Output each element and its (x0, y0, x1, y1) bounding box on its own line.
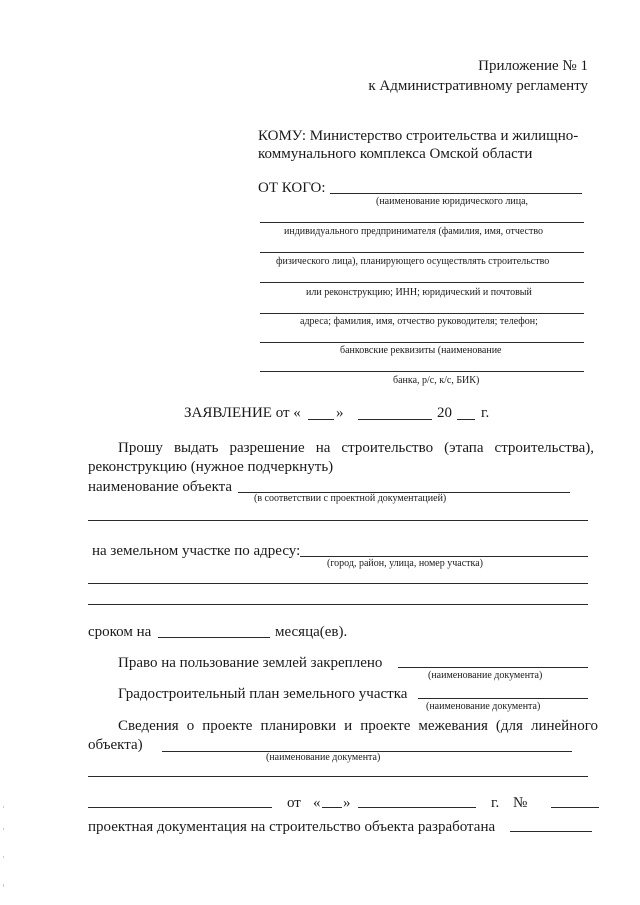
land-right-field[interactable] (398, 667, 588, 668)
month-field[interactable] (358, 807, 476, 808)
land-plot-field-line[interactable] (88, 604, 588, 605)
sender-field-line[interactable] (260, 252, 584, 253)
term-field[interactable] (158, 637, 270, 638)
statement-day-field[interactable] (308, 419, 334, 420)
term-unit: месяца(ев). (275, 624, 348, 640)
sender-hint-1: (наименование юридического лица, (376, 196, 529, 207)
sender-field-line[interactable] (260, 222, 584, 223)
planning-hint: (наименование документа) (266, 752, 381, 763)
sender-field-line[interactable] (260, 313, 584, 314)
land-plot-label: на земельном участке по адресу: (92, 543, 301, 559)
object-name-field-line[interactable] (88, 520, 588, 521)
design-docs-field[interactable] (510, 831, 592, 832)
scan-speck (3, 828, 4, 830)
land-right-hint: (наименование документа) (428, 670, 543, 681)
sender-field-line[interactable] (330, 193, 582, 194)
from-label: от (287, 795, 301, 811)
urban-plan-hint: (наименование документа) (426, 701, 541, 712)
scan-speck (3, 884, 4, 887)
scan-speck (3, 856, 4, 858)
scan-speck (3, 806, 4, 808)
recipient-line-2: коммунального комплекса Омской области (258, 146, 533, 162)
object-name-hint: (в соответствии с проектной документацией) (254, 493, 447, 504)
year-mark: г. (491, 795, 500, 811)
sender-hint-3: физического лица), планирующего осуществлять строительство (276, 256, 550, 267)
term-label: сроком на (88, 624, 152, 640)
recipient-line-1: КОМУ: Министерство строительства и жилищно- (258, 128, 579, 144)
sender-field-line[interactable] (260, 282, 584, 283)
design-docs-label: проектная документация на строительство объекта разработана (88, 819, 496, 835)
planning-field-line[interactable] (88, 776, 588, 777)
land-plot-field[interactable] (300, 556, 588, 557)
statement-year-field[interactable] (457, 419, 475, 420)
sender-field-line[interactable] (260, 342, 584, 343)
sender-hint-4: или реконструкцию; ИНН; юридический и почтовый (306, 287, 532, 298)
object-name-label: наименование объекта (88, 479, 233, 495)
sender-hint-6: банковские реквизиты (наименование (340, 345, 502, 356)
appendix-regulation: к Административному регламенту (368, 78, 588, 94)
document-field[interactable] (88, 807, 272, 808)
request-line-1: Прошу выдать разрешение на строительство (этапа строительства), (118, 440, 594, 456)
sender-field-line[interactable] (260, 371, 584, 372)
sender-label: ОТ КОГО: (258, 180, 326, 196)
statement-month-field[interactable] (358, 419, 432, 420)
request-line-2: реконструкцию (нужное подчеркнуть) (88, 459, 334, 475)
number-field[interactable] (551, 807, 599, 808)
sender-hint-5: адреса; фамилия, имя, отчество руководителя; телефон; (300, 316, 538, 327)
planning-line-1: Сведения о проекте планировки и проекте межевания (для линейного (118, 718, 598, 734)
statement-quote-close: » (336, 405, 344, 421)
statement-year-suffix: г. (481, 405, 490, 421)
sender-hint-7: банка, р/с, к/с, БИК) (393, 375, 480, 386)
land-plot-field-line[interactable] (88, 583, 588, 584)
planning-line-2: объекта) (88, 737, 143, 753)
land-plot-hint: (город, район, улица, номер участка) (327, 558, 483, 569)
statement-title: ЗАЯВЛЕНИЕ от « (184, 405, 301, 421)
quote-close: » (343, 795, 351, 811)
urban-plan-label: Градостроительный план земельного участка (118, 686, 408, 702)
sender-hint-2: индивидуального предпринимателя (фамилия, имя, отчество (284, 226, 544, 237)
urban-plan-field[interactable] (418, 698, 588, 699)
number-mark: № (513, 795, 528, 811)
appendix-number: Приложение № 1 (478, 58, 588, 74)
day-field[interactable] (322, 807, 342, 808)
quote-open: « (313, 795, 321, 811)
statement-year-prefix: 20 (437, 405, 452, 421)
land-right-label: Право на пользование землей закреплено (118, 655, 383, 671)
